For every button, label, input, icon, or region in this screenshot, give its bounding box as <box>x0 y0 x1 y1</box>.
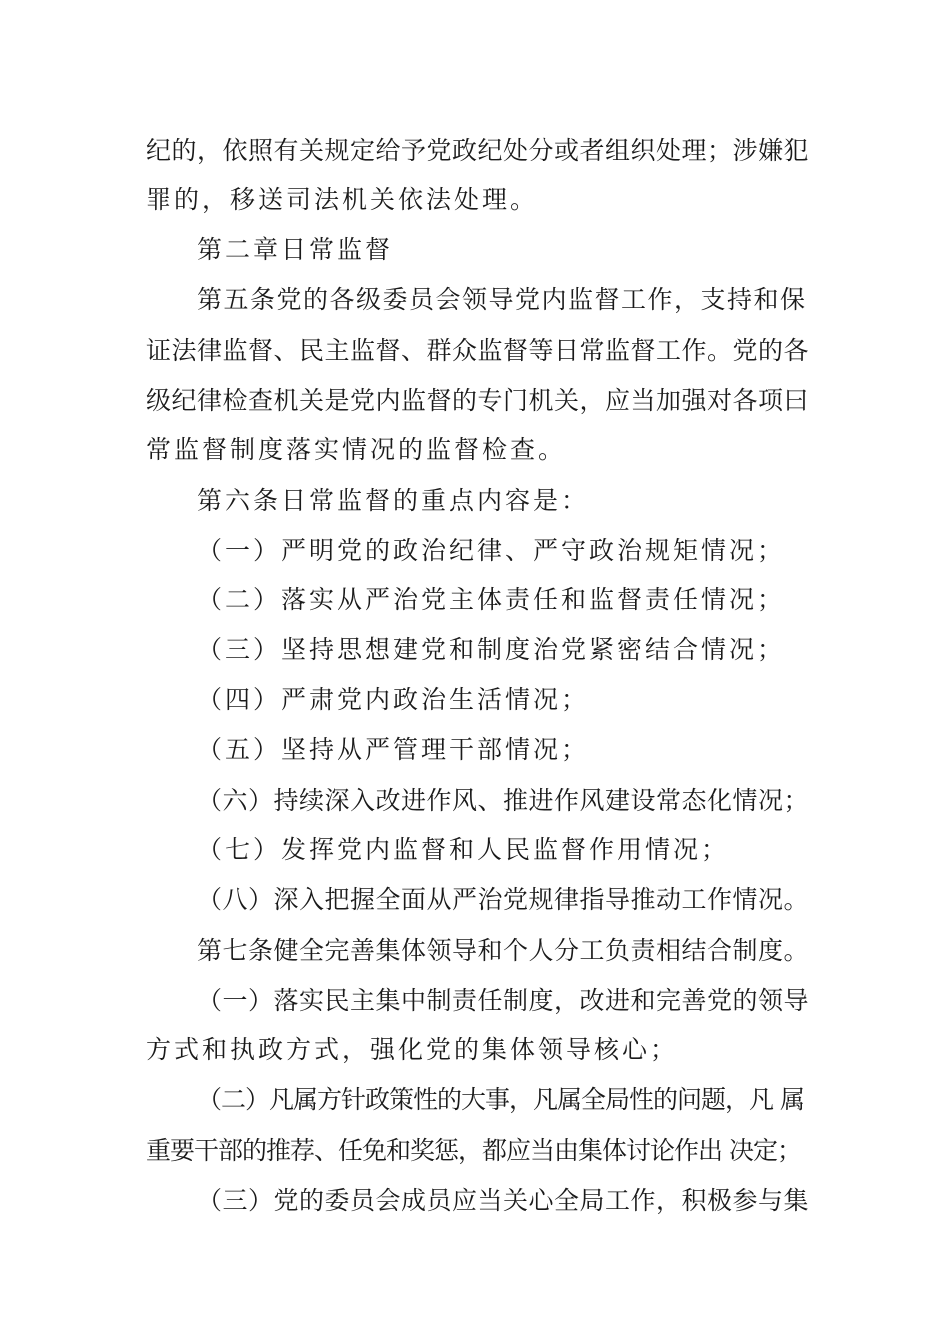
text-line: 第七条健全完善集体领导和个人分工负责相结合制度。 <box>197 936 810 965</box>
list-item: （一）严明党的政治纪律、严守政治规矩情况； <box>197 536 786 565</box>
list-item: （七）发挥党内监督和人民监督作用情况； <box>197 835 730 864</box>
list-item: （二）落实从严治党主体责任和监督责任情况； <box>197 585 786 614</box>
text-line: 第五条党的各级委员会领导党内监督工作，支持和保 <box>197 285 807 314</box>
chapter-heading: 第二章日常监督 <box>197 235 394 264</box>
list-item: （三）坚持思想建党和制度治党紧密结合情况； <box>197 635 786 664</box>
text-line: 级纪律检查机关是党内监督的专门机关，应当加强对各项曰 <box>146 386 810 415</box>
text-line: 方式和执政方式，强化党的集体领导核心； <box>146 1035 679 1064</box>
text-line: 纪的，依照有关规定给予党政纪处分或者组织处理；涉嫌犯 <box>146 136 810 165</box>
list-item: （一）落实民主集中制责任制度，改进和完善党的领导 <box>197 986 810 1015</box>
list-item: （二）凡属方针政策性的大事，凡属全局性的问题，凡 属 <box>197 1085 804 1114</box>
list-item: （三）党的委员会成员应当关心全局工作，积极参与集 <box>197 1186 810 1215</box>
list-item: （四）严肃党内政治生活情况； <box>197 685 590 714</box>
text-line: 证法律监督、民主监督、群众监督等日常监督工作。党的各 <box>146 336 810 365</box>
list-item: （六）持续深入改进作风、推进作风建设常态化情况； <box>197 786 810 815</box>
text-line: 罪的，移送司法机关依法处理。 <box>146 185 539 214</box>
text-line: 第六条日常监督的重点内容是： <box>197 486 590 515</box>
list-item: （五）坚持从严管理干部情况； <box>197 735 590 764</box>
list-item: （八）深入把握全面从严治党规律指导推动工作情况。 <box>197 885 810 914</box>
text-line: 重要干部的推荐、任免和奖惩，都应当由集体讨论作出 决定； <box>146 1136 801 1165</box>
text-line: 常监督制度落实情况的监督检查。 <box>146 435 567 464</box>
